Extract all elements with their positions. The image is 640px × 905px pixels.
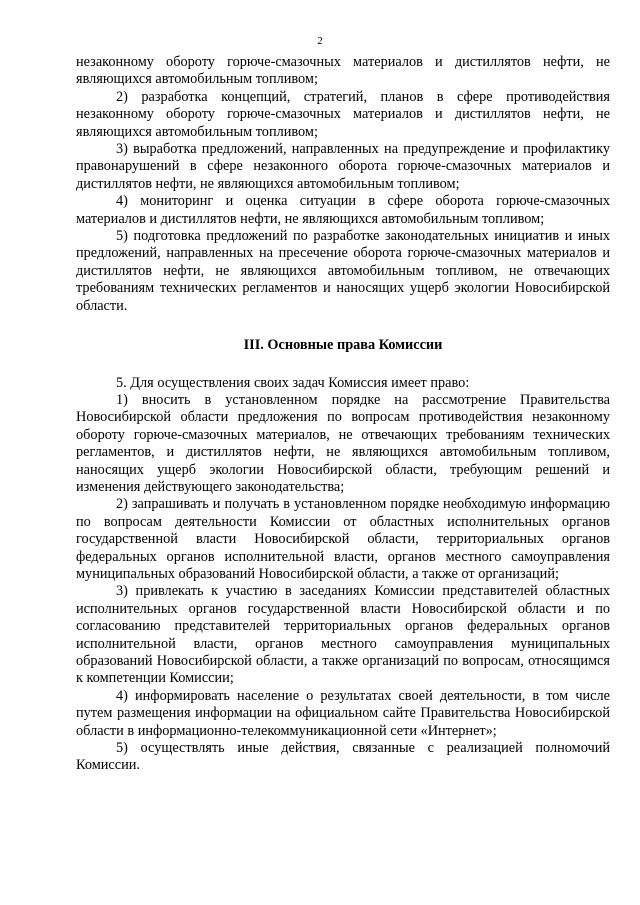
list-item-3-proposals: 3) выработка предложений, направленных на предупреждение и профилактику правонарушений в сфере незаконного оборота горюче-смазочных материалов и дистиллятов нефти, не являющихся автомобильным топливом; [76,141,610,192]
list-item-4-monitoring: 4) мониторинг и оценка ситуации в сфере оборота горюче-смазочных материалов и дистиллятов нефти, не являющихся автомобильным топливом; [76,193,610,227]
paragraph-continuation: незаконному обороту горюче-смазочных материалов и дистиллятов нефти, не являющихся автомобильным топливом; [76,54,610,88]
page-number: 2 [317,35,323,47]
right-item-3: 3) привлекать к участию в заседаниях Комиссии представителей областных исполнительных органов государственной власти Новосибирской области и по согласованию представителей территориальных органов федеральных органов исполнительной власти, органов местного самоуправления муниципальных образований Новосибирской области, а также организаций по вопросам, относящимся к компетенции Комиссии; [76,583,610,687]
right-item-4: 4) информировать население о результатах своей деятельности, в том числе путем размещения информации на официальном сайте Правительства Новосибирской области в информационно-телекоммуникационной сети «Интернет»; [76,687,610,739]
list-item-2-development: 2) разработка концепций, стратегий, планов в сфере противодействия незаконному обороту горюче-смазочных материалов и дистиллятов нефти, не являющихся автомобильным топливом; [76,88,610,140]
section-heading: III. Основные права Комиссии [243,337,443,354]
right-item-2: 2) запрашивать и получать в установленном порядке необходимую информацию по вопросам деятельности Комиссии от областных исполнительных органов государственной власти Новосибирской области, территориальных органов федеральных органов исполнительной власти, органов местного самоуправления муниципальных образований Новосибирской области, а также от организаций; [76,496,610,582]
list-item-5-legislation: 5) подготовка предложений по разработке законодательных инициатив и иных предложений, направленных на пресечение оборота горюче-смазочных материалов и дистиллятов нефти, не являющихся автомобильным топливом, не отвечающих требованиям технических регламентов и наносящих ущерб экологии Новосибирской области. [76,228,610,314]
right-item-1: 1) вносить в установленном порядке на рассмотрение Правительства Новосибирской области предложения по вопросам противодействия незаконному обороту горюче-смазочных материалов, не отвечающих требованиям технических регламентов, и дистиллятов нефти, не являющихся автомобильным топливом, наносящих ущерб экологии Новосибирской области, требующим решений и изменения действующего законодательства; [76,391,610,495]
right-item-5: 5) осуществлять иные действия, связанные с реализацией полномочий Комиссии. [76,740,610,774]
rights-intro: 5. Для осуществления своих задач Комиссия имеет право: [116,374,470,391]
document-body [76,54,610,775]
